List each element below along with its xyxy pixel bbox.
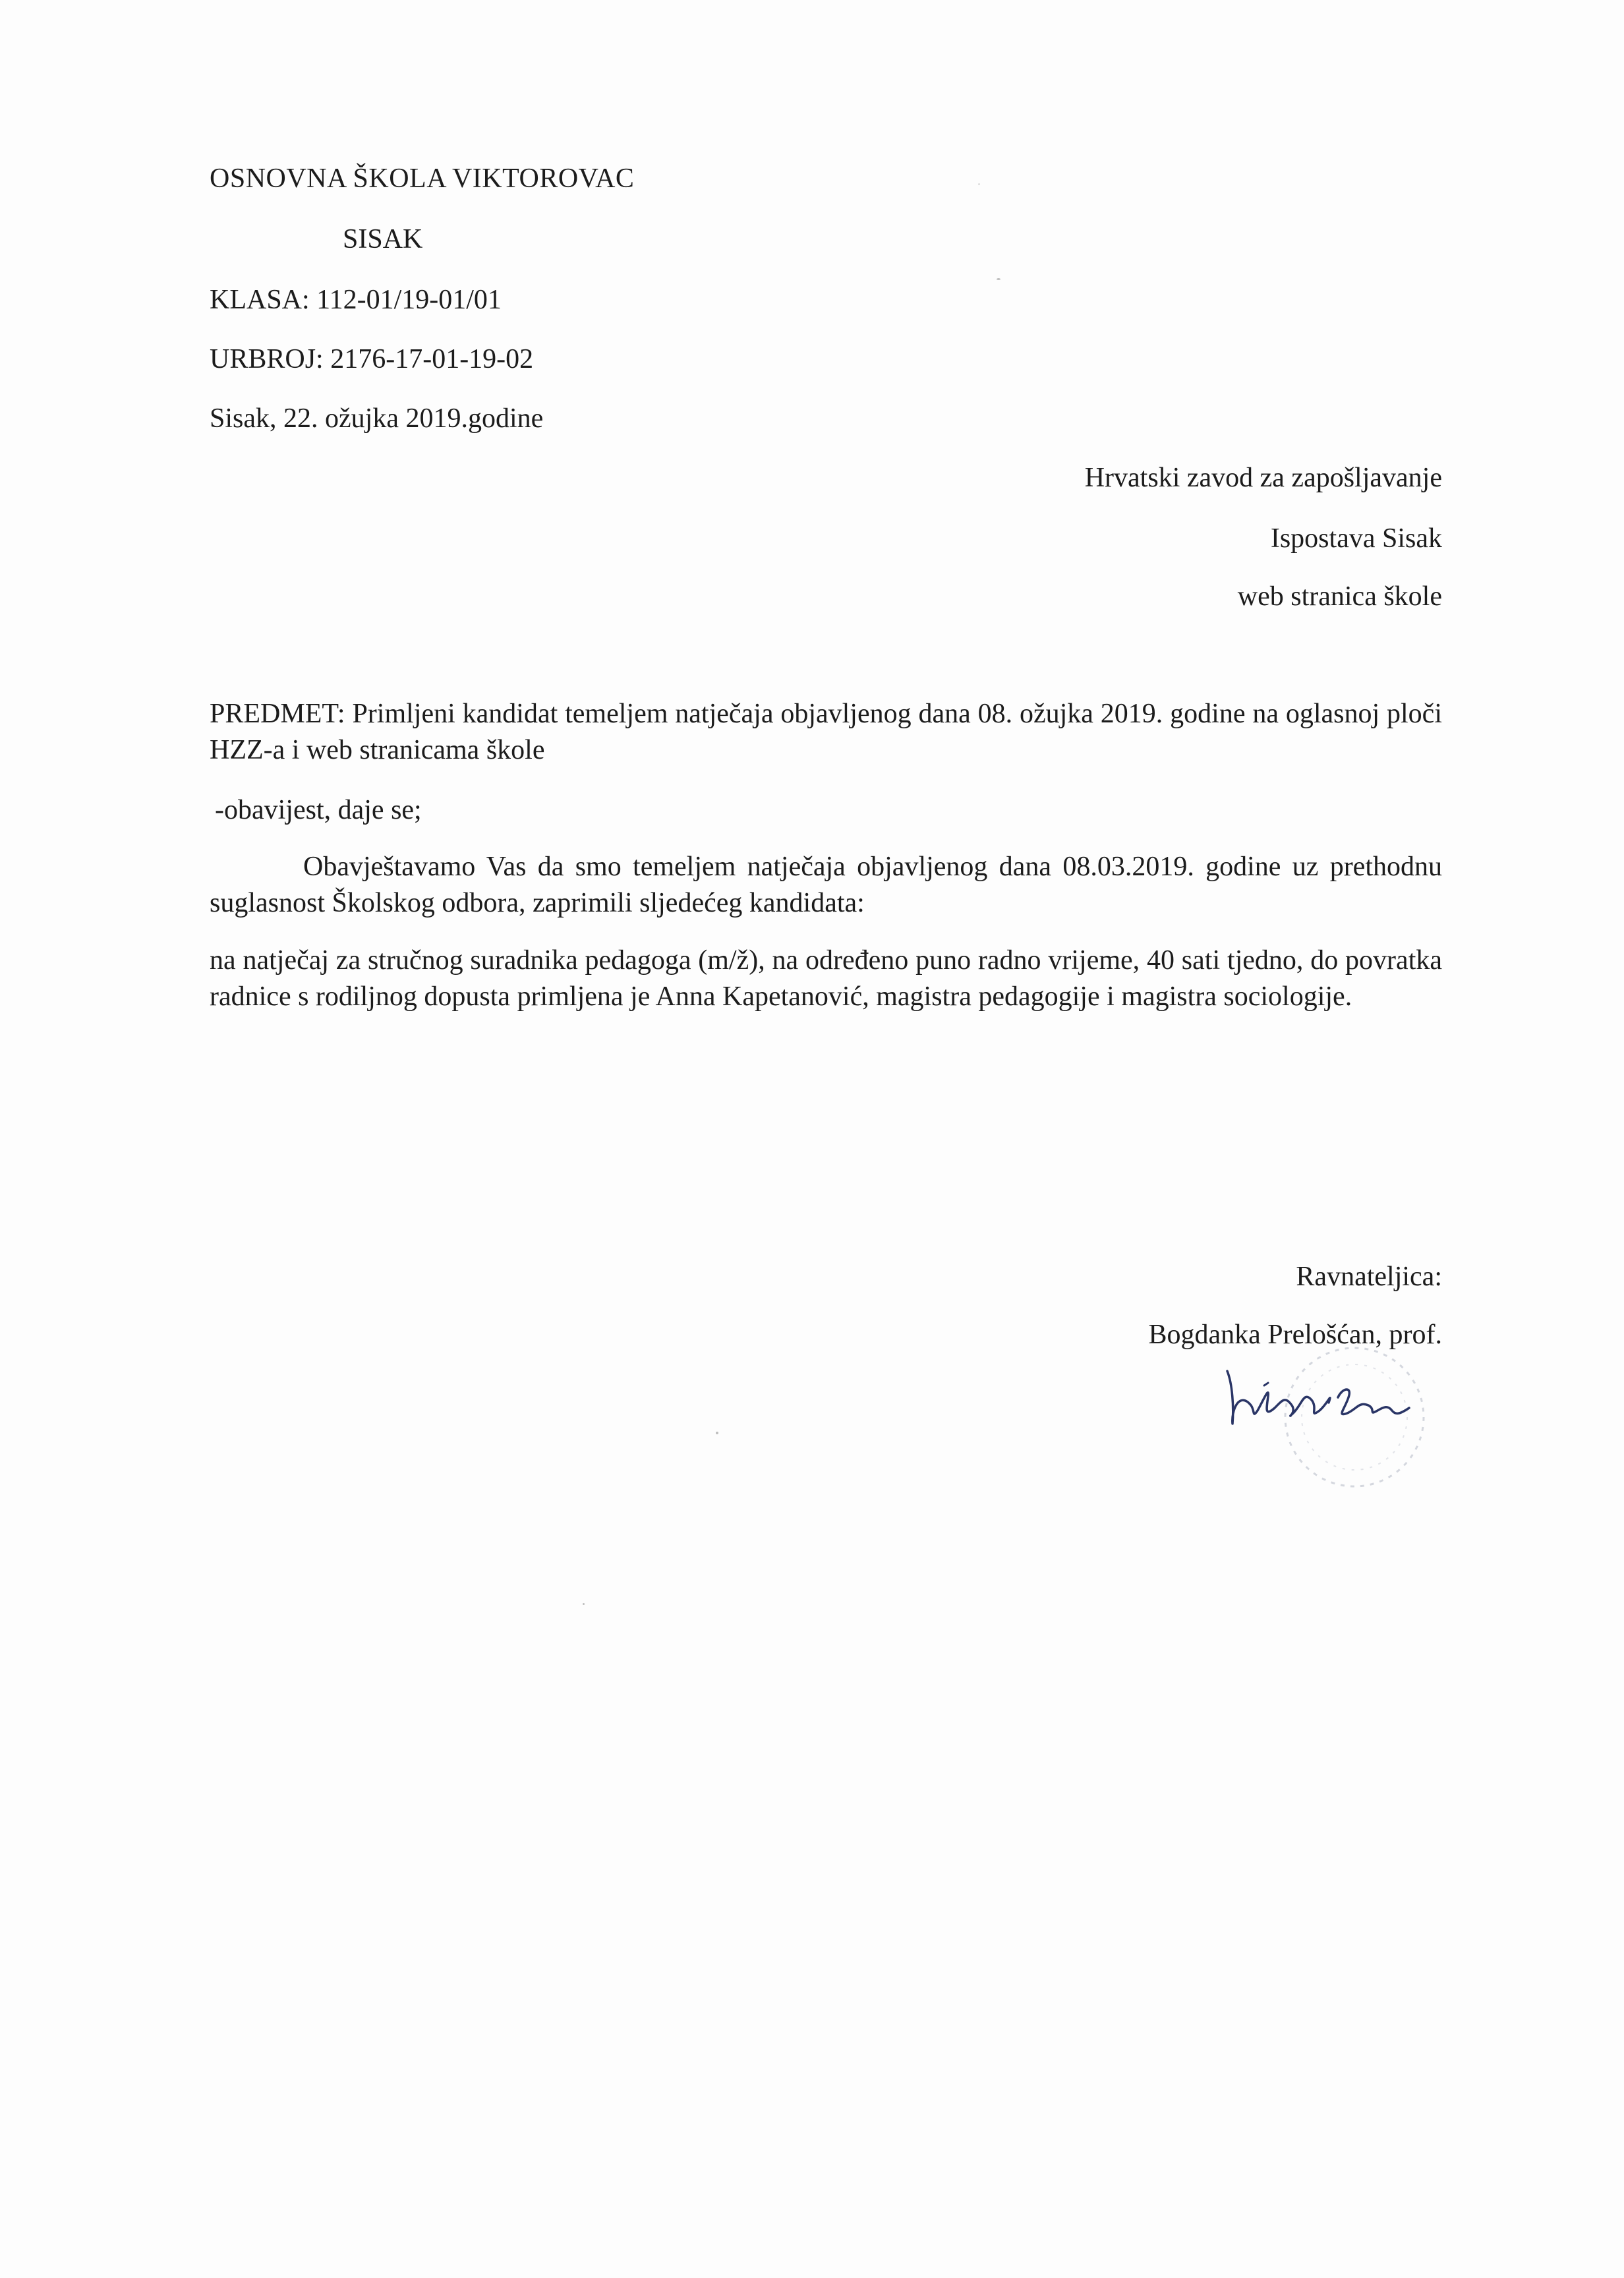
date-line: Sisak, 22. ožujka 2019.godine — [210, 403, 544, 434]
signature-title: Ravnateljica: — [1296, 1262, 1442, 1292]
scan-speck — [716, 1432, 718, 1434]
subject-paragraph: PREDMET: Primljeni kandidat temeljem natječaja objavljenog dana 08. ožujka 2019. godine na oglasnoj ploči HZZ-a i web stranicama škole — [210, 699, 1442, 765]
school-city: SISAK — [343, 224, 423, 254]
signature-name: Bogdanka Prelošćan, prof. — [1148, 1320, 1442, 1350]
urbroj-line: URBROJ: 2176-17-01-19-02 — [210, 344, 534, 374]
subject-note: -obavijest, daje se; — [215, 795, 422, 825]
school-name: OSNOVNA ŠKOLA VIKTOROVAC — [210, 163, 635, 194]
scan-speck — [997, 278, 1000, 280]
recipient-line-1: Hrvatski zavod za zapošljavanje — [1084, 463, 1442, 493]
scan-speck — [583, 1603, 585, 1605]
recipient-line-3: web stranica škole — [1237, 581, 1442, 612]
handwritten-signature — [1186, 1345, 1463, 1516]
signature-stamp-graphic — [1186, 1345, 1463, 1516]
scan-speck — [978, 183, 980, 185]
body-paragraph-1: Obavještavamo Vas da smo temeljem natječaja objavljenog dana 08.03.2019. godine uz prethodnu suglasnost Školskog odbora, zaprimili sljedećeg kandidata: — [210, 852, 1442, 918]
recipient-line-2: Ispostava Sisak — [1270, 523, 1442, 554]
body-paragraph-2: na natječaj za stručnog suradnika pedagoga (m/ž), na određeno puno radno vrijeme, 40 sati tjedno, do povratka radnice s rodiljnog dopusta primljena je Anna Kapetanović, magistra pedagogije i magistra sociologije. — [210, 945, 1442, 1012]
klasa-line: KLASA: 112-01/19-01/01 — [210, 285, 502, 315]
